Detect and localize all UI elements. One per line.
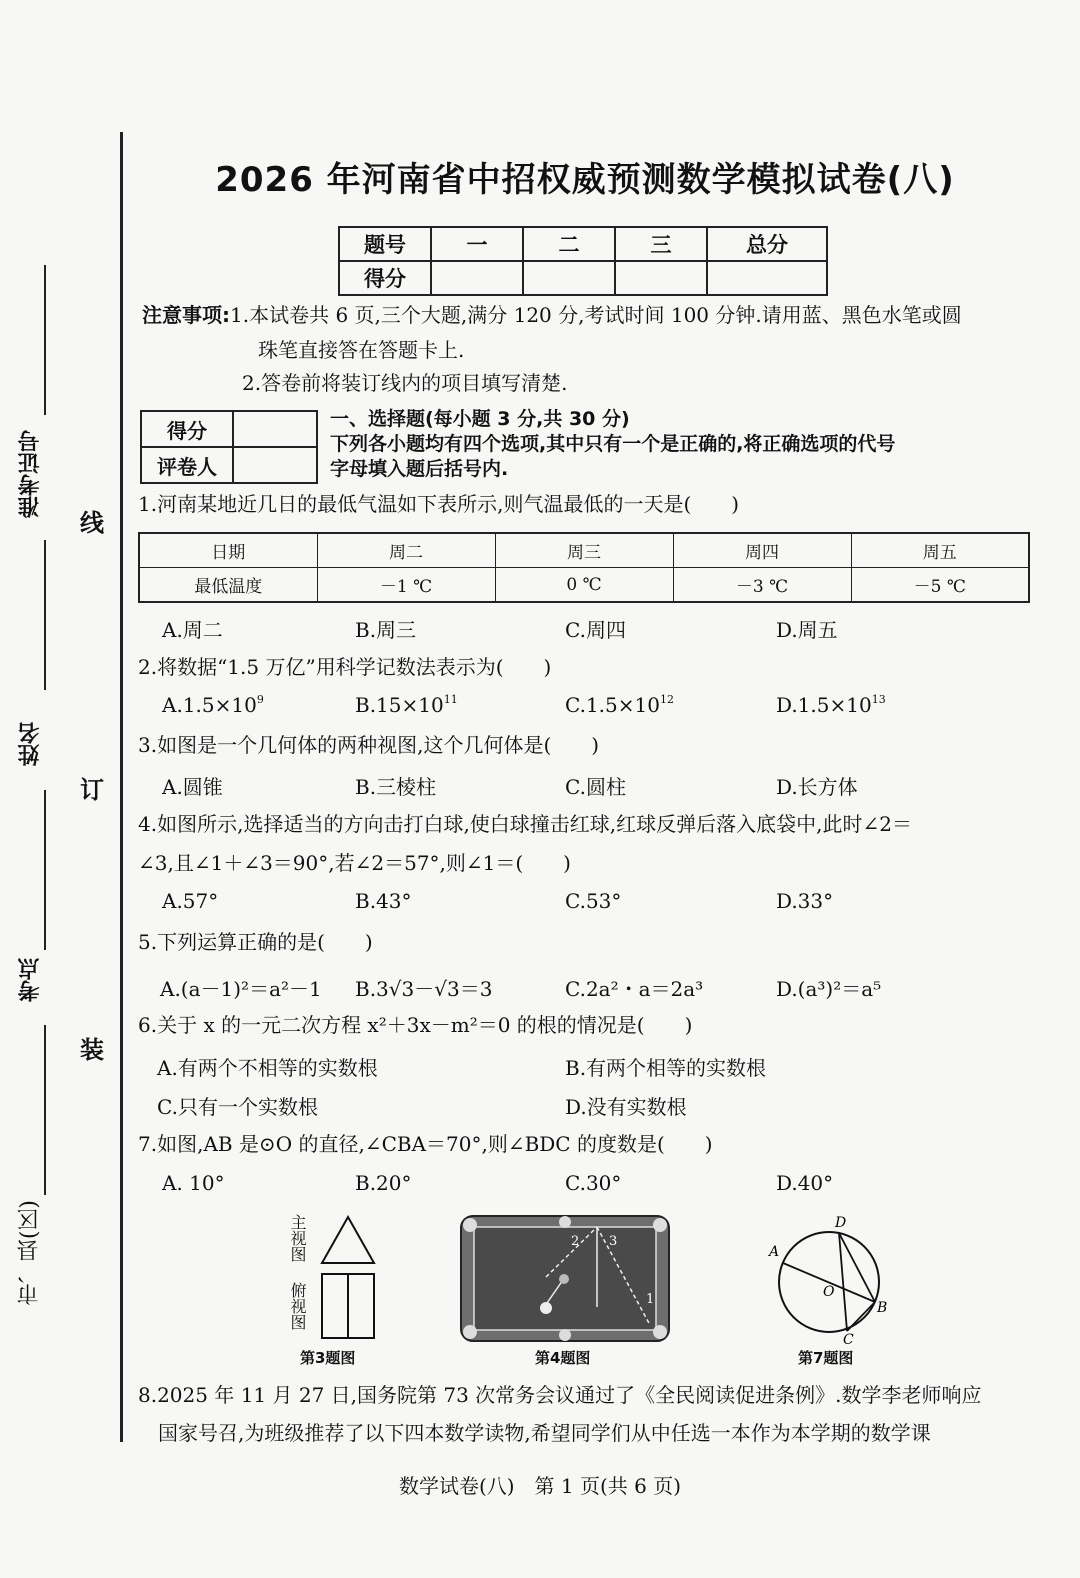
exam-site-underline [44, 1025, 46, 1195]
score-table [338, 226, 828, 296]
fig7-point-d: D [835, 1215, 847, 1231]
grader-row [141, 447, 317, 483]
table-cell: 周五 [851, 533, 1029, 568]
q1-option-b: B.周三 [355, 618, 417, 642]
grader-row [141, 411, 317, 447]
q3-option-d: D.长方体 [776, 775, 858, 799]
section1-instruction-2: 字母填入题后括号内. [330, 458, 509, 480]
fig3-front-view-triangle [318, 1214, 378, 1266]
fig7-point-c: C [843, 1332, 854, 1347]
binding-mark-bind: 装 [80, 1035, 104, 1064]
fig4-angle-label-2: 2 [571, 1234, 580, 1249]
name-label: 姓名 [17, 722, 43, 766]
binding-margin [0, 0, 120, 1578]
exam-id-underline [44, 265, 46, 415]
table-cell: －5 ℃ [851, 568, 1029, 603]
q3-option-a: A.圆锥 [162, 775, 223, 799]
fig4-angle-label-3: 3 [609, 1234, 618, 1249]
score-table-cell: 二 [523, 227, 615, 261]
q5-option-c: C.2a²・a＝2a³ [565, 977, 704, 1001]
q3-option-b: B.三棱柱 [355, 775, 437, 799]
score-table-cell: 一 [431, 227, 523, 261]
notes-line1b: 珠笔直接答在答题卡上. [258, 338, 465, 362]
q6-option-a: A.有两个不相等的实数根 [157, 1056, 378, 1080]
grader-name-entry[interactable] [233, 447, 317, 483]
q2-option-d [776, 693, 886, 717]
fig3-top-view-rect [320, 1272, 376, 1340]
q2-stem: 2.将数据“1.5 万亿”用科学记数法表示为( ) [138, 655, 552, 679]
grader-score-entry[interactable] [233, 411, 317, 447]
binding-mark-line: 线 [80, 508, 104, 537]
table-cell: 周二 [317, 533, 495, 568]
table-cell: 0 ℃ [495, 568, 673, 603]
figure-3 [280, 1210, 390, 1370]
score-entry-cell[interactable] [615, 261, 707, 295]
notes-line1 [142, 302, 962, 328]
grader-score-label: 得分 [141, 411, 233, 447]
table-cell: 最低温度 [139, 568, 317, 603]
score-table-cell: 得分 [339, 261, 431, 295]
q2-option-b-exp: 11 [443, 693, 458, 706]
q7-option-a: A. 10° [162, 1171, 225, 1195]
q1-stem: 1.河南某地近几日的最低气温如下表所示,则气温最低的一天是( ) [138, 492, 740, 516]
score-entry-cell[interactable] [431, 261, 523, 295]
fig7-point-b: B [877, 1300, 888, 1316]
section1-instruction-1: 下列各小题均有四个选项,其中只有一个是正确的,将正确选项的代号 [330, 433, 896, 455]
q3-stem: 3.如图是一个几何体的两种视图,这个几何体是( ) [138, 733, 600, 757]
q4-stem-2: ∠3,且∠1＋∠3＝90°,若∠2＝57°,则∠1＝( ) [138, 851, 571, 875]
q5-stem: 5.下列运算正确的是( ) [138, 930, 373, 954]
q2-option-b [355, 693, 458, 717]
fig7-caption: 第7题图 [798, 1349, 854, 1367]
q5-option-d: D.(a³)²＝a⁵ [776, 977, 882, 1001]
q2-option-c [565, 693, 674, 717]
q4-stem-1: 4.如图所示,选择适当的方向击打白球,使白球撞击红球,红球反弹后落入底袋中,此时∠2＝ [138, 812, 912, 836]
table-cell: 日期 [139, 533, 317, 568]
table-row [139, 568, 1029, 603]
table-row [139, 533, 1029, 568]
q7-stem: 7.如图,AB 是⊙O 的直径,∠CBA＝70°,则∠BDC 的度数是( ) [138, 1132, 713, 1156]
q5-option-a: A.(a－1)²＝a²－1 [160, 977, 322, 1001]
q2-option-a-base: A.1.5×10 [162, 693, 257, 717]
q6-stem: 6.关于 x 的一元二次方程 x²＋3x－m²＝0 的根的情况是( ) [138, 1013, 693, 1037]
q5-option-b: B.3√3－√3＝3 [355, 977, 493, 1001]
county-label: 市、县(区) [17, 1200, 42, 1306]
name-underline [44, 790, 46, 950]
score-entry-cell[interactable] [523, 261, 615, 295]
exam-id-underline-2 [44, 540, 46, 690]
q7-option-d: D.40° [776, 1171, 834, 1195]
q6-option-d: D.没有实数根 [565, 1095, 687, 1119]
score-table-cell: 题号 [339, 227, 431, 261]
q8-line-1: 8.2025 年 11 月 27 日,国务院第 73 次常务会议通过了《全民阅读促进条例》.数学李老师响应 [138, 1383, 982, 1407]
q4-option-d: D.33° [776, 889, 834, 913]
table-cell: －1 ℃ [317, 568, 495, 603]
table-cell: －3 ℃ [673, 568, 851, 603]
figure-4-billiard-table [460, 1215, 670, 1342]
q1-option-d: D.周五 [776, 618, 838, 642]
notes-line2: 2.答卷前将装订线内的项目填写清楚. [242, 371, 568, 395]
binding-mark-order: 订 [80, 775, 104, 804]
q6-option-b: B.有两个相等的实数根 [565, 1056, 767, 1080]
fig4-angle-label-1: 1 [646, 1292, 655, 1307]
q2-option-d-exp: 13 [871, 693, 886, 706]
grader-name-label: 评卷人 [141, 447, 233, 483]
page-footer: 数学试卷(八) 第 1 页(共 6 页) [398, 1474, 682, 1498]
score-table-cell: 三 [615, 227, 707, 261]
q2-option-d-base: D.1.5×10 [776, 693, 872, 717]
q2-option-a-exp: 9 [256, 693, 264, 706]
q1-option-a: A.周二 [162, 618, 223, 642]
q6-option-c: C.只有一个实数根 [157, 1095, 318, 1119]
q2-option-a [162, 693, 264, 717]
section1-heading: 一、选择题(每小题 3 分,共 30 分) [330, 408, 630, 430]
score-table-header-row [339, 227, 827, 261]
table-cell: 周三 [495, 533, 673, 568]
q7-option-b: B.20° [355, 1171, 412, 1195]
q3-option-c: C.圆柱 [565, 775, 626, 799]
score-entry-cell[interactable] [707, 261, 827, 295]
fig3-front-view-label: 主视图 [288, 1214, 307, 1262]
fig3-caption: 第3题图 [300, 1349, 356, 1367]
notes-text-1: 1.本试卷共 6 页,三个大题,满分 120 分,考试时间 100 分钟.请用蓝、黑色水笔或圆 [230, 303, 962, 327]
score-table-cell: 总分 [707, 227, 827, 261]
figure-7-circle [765, 1212, 895, 1347]
fig3-top-view-label: 俯视图 [288, 1282, 307, 1330]
fig4-caption: 第4题图 [535, 1349, 591, 1367]
notes-label: 注意事项: [142, 303, 230, 327]
q4-option-c: C.53° [565, 889, 622, 913]
score-table-score-row [339, 261, 827, 295]
exam-id-label: 准考证号 [17, 430, 43, 518]
q4-option-a: A.57° [162, 889, 219, 913]
grader-box [140, 410, 318, 484]
q7-option-c: C.30° [565, 1171, 622, 1195]
q8-line-2: 国家号召,为班级推荐了以下四本数学读物,希望同学们从中任选一本作为本学期的数学课 [158, 1421, 931, 1445]
q1-temperature-table [138, 532, 1030, 603]
q2-option-b-base: B.15×10 [355, 693, 444, 717]
q1-option-c: C.周四 [565, 618, 626, 642]
binding-line [120, 132, 123, 1442]
table-cell: 周四 [673, 533, 851, 568]
exam-site-label: 考点 [17, 958, 43, 1002]
q4-option-b: B.43° [355, 889, 412, 913]
q2-option-c-base: C.1.5×10 [565, 693, 660, 717]
fig7-point-a: A [769, 1244, 780, 1260]
fig7-point-o: O [823, 1284, 835, 1300]
page-title: 2026 年河南省中招权威预测数学模拟试卷(八) [215, 160, 955, 200]
q2-option-c-exp: 12 [659, 693, 674, 706]
